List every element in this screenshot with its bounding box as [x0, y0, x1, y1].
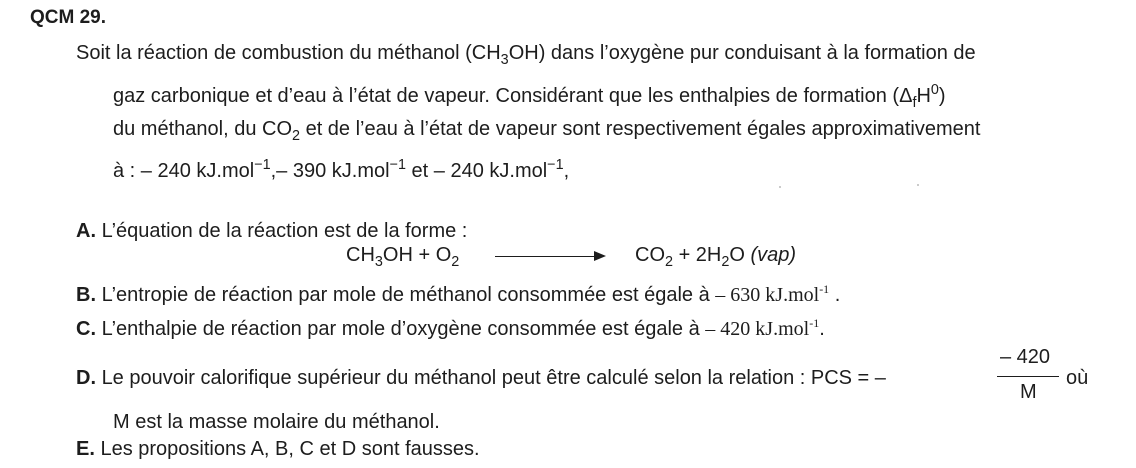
stem-text: OH) dans l’oxygène pur conduisant à la formation de: [508, 42, 976, 64]
option-value: – 420 kJ.mol: [705, 318, 810, 340]
subscript: f: [912, 95, 917, 112]
option-a[interactable]: [76, 219, 467, 243]
subscript: 2: [451, 254, 460, 271]
subscript: 3: [500, 52, 509, 69]
option-c[interactable]: [76, 317, 825, 341]
subscript: 2: [721, 254, 730, 271]
stem-text: Soit la réaction de combustion du méthanol (CH: [76, 42, 501, 64]
option-end: .: [829, 284, 841, 306]
option-label: A.: [76, 220, 96, 242]
subscript: 2: [292, 128, 301, 145]
superscript: −1: [547, 157, 564, 174]
phase-label: (vap): [750, 244, 797, 266]
equation-left: [346, 243, 460, 271]
scan-speck: [917, 184, 919, 186]
option-b[interactable]: [76, 283, 840, 307]
delta-symbol: Δ: [899, 85, 913, 107]
option-text: Le pouvoir calorifique supérieur du méthanol peut être calculé selon la relation : PCS = –: [101, 367, 886, 389]
option-d-where: où: [1066, 367, 1089, 389]
option-text: L’entropie de réaction par mole de méthanol consommée est égale à: [101, 284, 716, 306]
equation-right: [635, 243, 797, 271]
option-value: – 630 kJ.mol: [715, 284, 820, 306]
subscript: 3: [374, 254, 383, 271]
option-d[interactable]: [76, 366, 886, 390]
stem-text: à : – 240 kJ.mol: [113, 160, 255, 182]
stem-line-1: [76, 41, 976, 69]
question-title: QCM 29.: [30, 7, 107, 28]
option-e[interactable]: [76, 437, 480, 461]
option-d-line-2: M est la masse molaire du méthanol.: [113, 411, 440, 433]
option-label: E.: [76, 438, 95, 460]
fraction-denominator: M: [1020, 381, 1037, 403]
eq-text: OH + O: [382, 244, 452, 266]
stem-line-4: [113, 159, 569, 183]
superscript: -1: [819, 282, 830, 297]
reaction-arrow: [495, 256, 595, 257]
superscript: −1: [254, 157, 271, 174]
stem-text: et – 240 kJ.mol: [405, 160, 548, 182]
option-text: L’enthalpie de réaction par mole d’oxygène consommée est égale à: [101, 318, 706, 340]
stem-text: ,– 390 kJ.mol: [270, 160, 390, 182]
stem-text: ): [938, 85, 946, 107]
stem-line-3: [113, 117, 981, 145]
option-label: D.: [76, 367, 96, 389]
scan-speck: [779, 186, 781, 188]
option-label: B.: [76, 284, 96, 306]
stem-text: du méthanol, du CO: [113, 118, 292, 140]
stem-text: ,: [563, 160, 570, 182]
eq-text: O: [729, 244, 751, 266]
eq-text: CO: [635, 244, 665, 266]
option-text: Les propositions A, B, C et D sont fausses.: [100, 438, 480, 460]
option-text: L’équation de la réaction est de la forme :: [101, 220, 468, 242]
superscript: -1: [809, 316, 820, 331]
eq-text: CH: [346, 244, 375, 266]
option-label: C.: [76, 318, 96, 340]
stem-line-2: [113, 82, 946, 112]
superscript: 0: [930, 82, 939, 99]
enthalpy-symbol: H: [916, 85, 931, 107]
reaction-arrowhead: [594, 251, 606, 261]
fraction-bar: [997, 376, 1059, 377]
stem-text: gaz carbonique et d’eau à l’état de vapeur. Considérant que les enthalpies de formation (: [113, 85, 900, 107]
fraction-numerator: – 420: [1000, 346, 1051, 368]
superscript: −1: [389, 157, 406, 174]
option-end: .: [819, 318, 825, 340]
stem-text: et de l’eau à l’état de vapeur sont respectivement égales approximativement: [300, 118, 981, 140]
eq-text: + 2H: [673, 244, 722, 266]
subscript: 2: [665, 254, 674, 271]
